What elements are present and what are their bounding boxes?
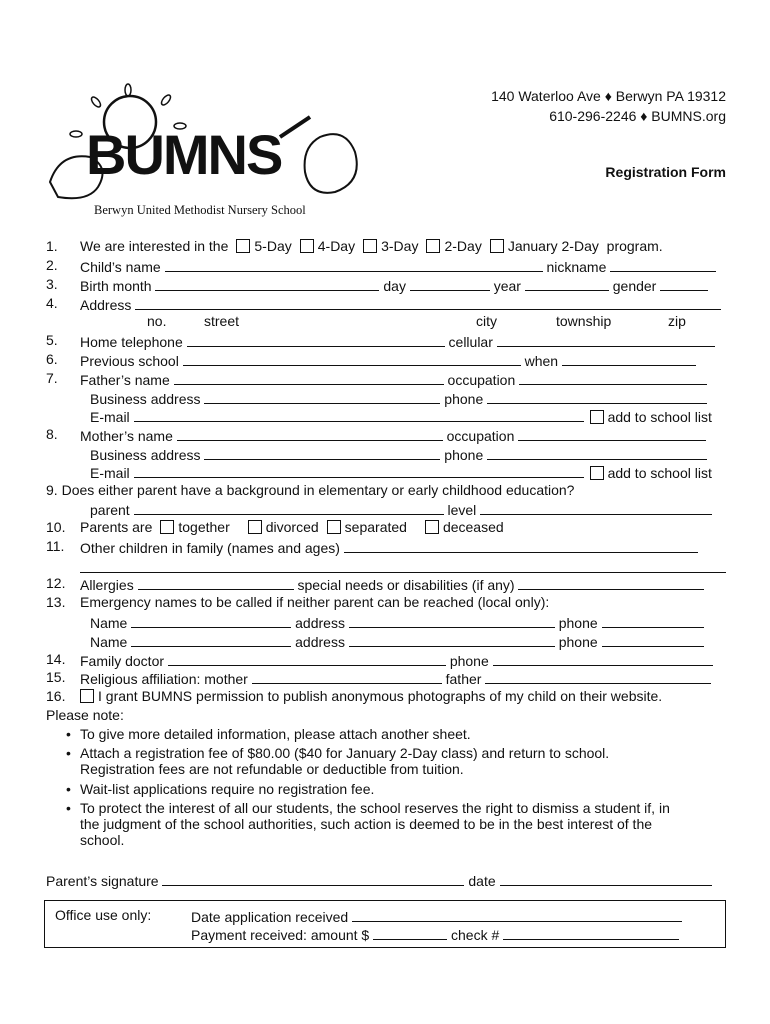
- field-label: Payment received: amount $: [191, 927, 370, 943]
- field-label: add to school list: [607, 409, 712, 425]
- item-9-parent-row: [90, 500, 712, 518]
- date-received-field[interactable]: [352, 907, 682, 922]
- field-label: phone: [449, 653, 489, 669]
- field-label: I grant BUMNS permission to publish anonymous photographs of my child on their website.: [98, 688, 663, 704]
- field-label: Address: [80, 297, 132, 313]
- other-children-field[interactable]: [344, 538, 698, 553]
- emergency-phone-1-field[interactable]: [602, 613, 704, 628]
- field-label: when: [524, 353, 559, 369]
- item-number: 7.: [46, 370, 58, 386]
- special-needs-field[interactable]: [518, 575, 704, 590]
- item-2: [80, 257, 716, 275]
- field-label: Child’s name: [80, 259, 161, 275]
- field-label: phone: [444, 391, 484, 407]
- option-label: program.: [606, 238, 663, 254]
- item-number: 8.: [46, 426, 58, 442]
- field-label: Name: [90, 615, 128, 631]
- mother-add-to-list-checkbox[interactable]: [590, 466, 604, 480]
- emergency-address-2-field[interactable]: [349, 632, 555, 647]
- option-label: 2-Day: [444, 238, 482, 254]
- field-label: Business address: [90, 447, 201, 463]
- item-number: 2.: [46, 257, 58, 273]
- field-label: date: [468, 873, 496, 889]
- option-label: 3-Day: [381, 238, 419, 254]
- year-field[interactable]: [525, 276, 609, 291]
- field-label: Other children in family (names and ages): [80, 540, 340, 556]
- office-use-label: Office use only:: [55, 907, 152, 923]
- note-item: [66, 800, 726, 848]
- item-9: [46, 482, 574, 498]
- checkbox-2day[interactable]: [426, 239, 440, 253]
- note-text: Registration fees are not refundable or deductible from tuition.: [80, 761, 464, 777]
- logo: [40, 82, 370, 222]
- mother-phone-field[interactable]: [487, 445, 707, 460]
- mother-occupation-field[interactable]: [518, 426, 706, 441]
- gender-field[interactable]: [660, 276, 708, 291]
- address-field[interactable]: [135, 295, 721, 310]
- field-label: E-mail: [90, 465, 130, 481]
- education-level-field[interactable]: [480, 500, 712, 515]
- other-children-field-2[interactable]: [80, 558, 726, 573]
- checkbox-separated[interactable]: [327, 520, 341, 534]
- check-number-field[interactable]: [503, 925, 679, 940]
- option-label: January 2-Day: [507, 238, 599, 254]
- field-label: phone: [558, 634, 598, 650]
- emergency-name-2-field[interactable]: [131, 632, 291, 647]
- item-14: [80, 651, 713, 669]
- item-5: [80, 332, 715, 350]
- emergency-address-1-field[interactable]: [349, 613, 555, 628]
- father-business-row: [90, 389, 707, 407]
- item-number: 3.: [46, 276, 58, 292]
- notes-heading: Please note:: [46, 707, 124, 723]
- field-label: occupation: [447, 372, 516, 388]
- note-item: [66, 745, 726, 777]
- mother-email-row: [90, 463, 712, 481]
- item-13: Emergency names to be called if neither parent can be reached (local only):: [80, 594, 550, 610]
- item-3: [80, 276, 708, 294]
- field-label: year: [493, 278, 521, 294]
- mother-business-address-field[interactable]: [204, 445, 440, 460]
- item-number: 14.: [46, 651, 66, 667]
- field-label: check #: [451, 927, 500, 943]
- checkbox-3day[interactable]: [363, 239, 377, 253]
- checkbox-deceased[interactable]: [425, 520, 439, 534]
- office-payment-row: [191, 925, 679, 943]
- item-number: 9.: [46, 482, 58, 498]
- emergency-phone-2-field[interactable]: [602, 632, 704, 647]
- birth-month-field[interactable]: [155, 276, 379, 291]
- item-7: [80, 370, 707, 388]
- field-label: address: [295, 615, 345, 631]
- address-sublabel-township: township: [556, 313, 612, 329]
- option-label: 5-Day: [254, 238, 292, 254]
- field-label: level: [447, 502, 477, 518]
- when-field[interactable]: [562, 351, 696, 366]
- field-label: Religious affiliation: mother: [80, 671, 248, 687]
- doctor-phone-field[interactable]: [493, 651, 713, 666]
- field-label: Business address: [90, 391, 201, 407]
- logo-tagline: Berwyn United Methodist Nursery School: [94, 203, 306, 217]
- checkbox-together[interactable]: [160, 520, 174, 534]
- emergency-name-1-field[interactable]: [131, 613, 291, 628]
- option-label: 4-Day: [317, 238, 356, 254]
- field-label: E-mail: [90, 409, 130, 425]
- office-use-box: [44, 900, 726, 948]
- option-label: together: [178, 519, 230, 535]
- note-item: [66, 781, 726, 797]
- note-text: • To give more detailed information, please attach another sheet.: [80, 726, 471, 742]
- father-occupation-field[interactable]: [519, 370, 707, 385]
- field-label: gender: [612, 278, 657, 294]
- item-11: [80, 538, 698, 556]
- field-label: Parents are: [80, 519, 153, 535]
- item-number: 11.: [46, 538, 65, 554]
- field-label: Father’s name: [80, 372, 170, 388]
- payment-amount-field[interactable]: [373, 925, 447, 940]
- field-label: nickname: [546, 259, 607, 275]
- field-label: cellular: [448, 334, 493, 350]
- field-label: parent: [90, 502, 130, 518]
- day-field[interactable]: [410, 276, 490, 291]
- item-number: 16.: [46, 688, 66, 704]
- field-label: Name: [90, 634, 128, 650]
- religion-father-field[interactable]: [485, 669, 711, 684]
- address-sublabel-city: city: [476, 313, 497, 329]
- field-label: occupation: [446, 428, 515, 444]
- education-parent-field[interactable]: [134, 500, 444, 515]
- field-label: Previous school: [80, 353, 179, 369]
- allergies-field[interactable]: [138, 575, 294, 590]
- checkbox-divorced[interactable]: [248, 520, 262, 534]
- father-name-field[interactable]: [174, 370, 444, 385]
- emergency-row-2: [90, 632, 704, 650]
- nickname-field[interactable]: [610, 257, 716, 272]
- checkbox-4day[interactable]: [300, 239, 314, 253]
- note-text: • To protect the interest of all our students, the school reserves the right to dismiss a student if, in: [80, 800, 670, 816]
- field-label: Parent’s signature: [46, 873, 159, 889]
- option-label: deceased: [442, 519, 504, 535]
- note-text: school.: [80, 832, 125, 848]
- item-8: [80, 426, 706, 444]
- item-6: [80, 351, 696, 369]
- signature-date-field[interactable]: [500, 871, 712, 886]
- logo-text: BUMNS: [86, 123, 282, 186]
- religion-mother-field[interactable]: [252, 669, 442, 684]
- address-line-1: 140 Waterloo Ave ♦ Berwyn PA 19312: [491, 88, 726, 104]
- item-1: [80, 238, 663, 256]
- item-1-label: We are interested in the: [80, 238, 229, 254]
- item-number: 1.: [46, 238, 58, 254]
- father-email-row: [90, 407, 712, 425]
- field-label: Mother’s name: [80, 428, 173, 444]
- item-number: 5.: [46, 332, 58, 348]
- mother-email-field[interactable]: [134, 463, 584, 478]
- emergency-row-1: [90, 613, 704, 631]
- parent-signature-field[interactable]: [162, 871, 464, 886]
- office-date-row: [191, 907, 682, 925]
- checkbox-january-2day[interactable]: [490, 239, 504, 253]
- item-15: [80, 669, 711, 687]
- field-label: Allergies: [80, 577, 134, 593]
- field-label: Birth month: [80, 278, 152, 294]
- field-label: Date application received: [191, 909, 349, 925]
- item-4: [80, 295, 721, 313]
- previous-school-field[interactable]: [183, 351, 521, 366]
- father-phone-field[interactable]: [487, 389, 707, 404]
- item-number: 13.: [46, 594, 66, 610]
- address-sublabel-no: no.: [147, 313, 167, 329]
- address-line-2: 610-296-2246 ♦ BUMNS.org: [549, 108, 726, 124]
- checkbox-5day[interactable]: [236, 239, 250, 253]
- address-sublabel-street: street: [204, 313, 240, 329]
- field-label: father: [445, 671, 482, 687]
- field-label: add to school list: [607, 465, 712, 481]
- child-name-field[interactable]: [165, 257, 543, 272]
- photo-permission-checkbox[interactable]: [80, 689, 94, 703]
- note-text: • Wait-list applications require no registration fee.: [80, 781, 375, 797]
- field-label: Home telephone: [80, 334, 183, 350]
- cellular-field[interactable]: [497, 332, 715, 347]
- father-business-address-field[interactable]: [204, 389, 440, 404]
- item-12: [80, 575, 704, 593]
- item-number: 4.: [46, 295, 58, 311]
- note-item: [66, 726, 726, 742]
- item-number: 15.: [46, 669, 66, 685]
- option-label: separated: [344, 519, 407, 535]
- item-16: [72, 688, 662, 706]
- field-label: phone: [558, 615, 598, 631]
- mother-business-row: [90, 445, 707, 463]
- home-telephone-field[interactable]: [187, 332, 445, 347]
- field-label: phone: [444, 447, 484, 463]
- field-label: special needs or disabilities (if any): [297, 577, 515, 593]
- mother-name-field[interactable]: [177, 426, 443, 441]
- family-doctor-field[interactable]: [168, 651, 446, 666]
- item-number: 12.: [46, 575, 66, 591]
- form-title: Registration Form: [605, 164, 726, 180]
- item-number: 10.: [46, 519, 66, 535]
- note-text: the judgment of the school authorities, such action is deemed to be in the best interest of the: [80, 816, 653, 832]
- field-label: Family doctor: [80, 653, 165, 669]
- field-label: Does either parent have a background in elementary or early childhood education?: [61, 482, 575, 498]
- item-10: [80, 519, 504, 537]
- option-label: divorced: [265, 519, 319, 535]
- field-label: day: [383, 278, 406, 294]
- note-text: • Attach a registration fee of $80.00 ($40 for January 2-Day class) and return to school.: [80, 745, 610, 761]
- signature-row: [46, 871, 712, 889]
- item-number: 6.: [46, 351, 58, 367]
- father-add-to-list-checkbox[interactable]: [590, 410, 604, 424]
- address-sublabel-zip: zip: [668, 313, 686, 329]
- father-email-field[interactable]: [134, 407, 584, 422]
- field-label: address: [295, 634, 345, 650]
